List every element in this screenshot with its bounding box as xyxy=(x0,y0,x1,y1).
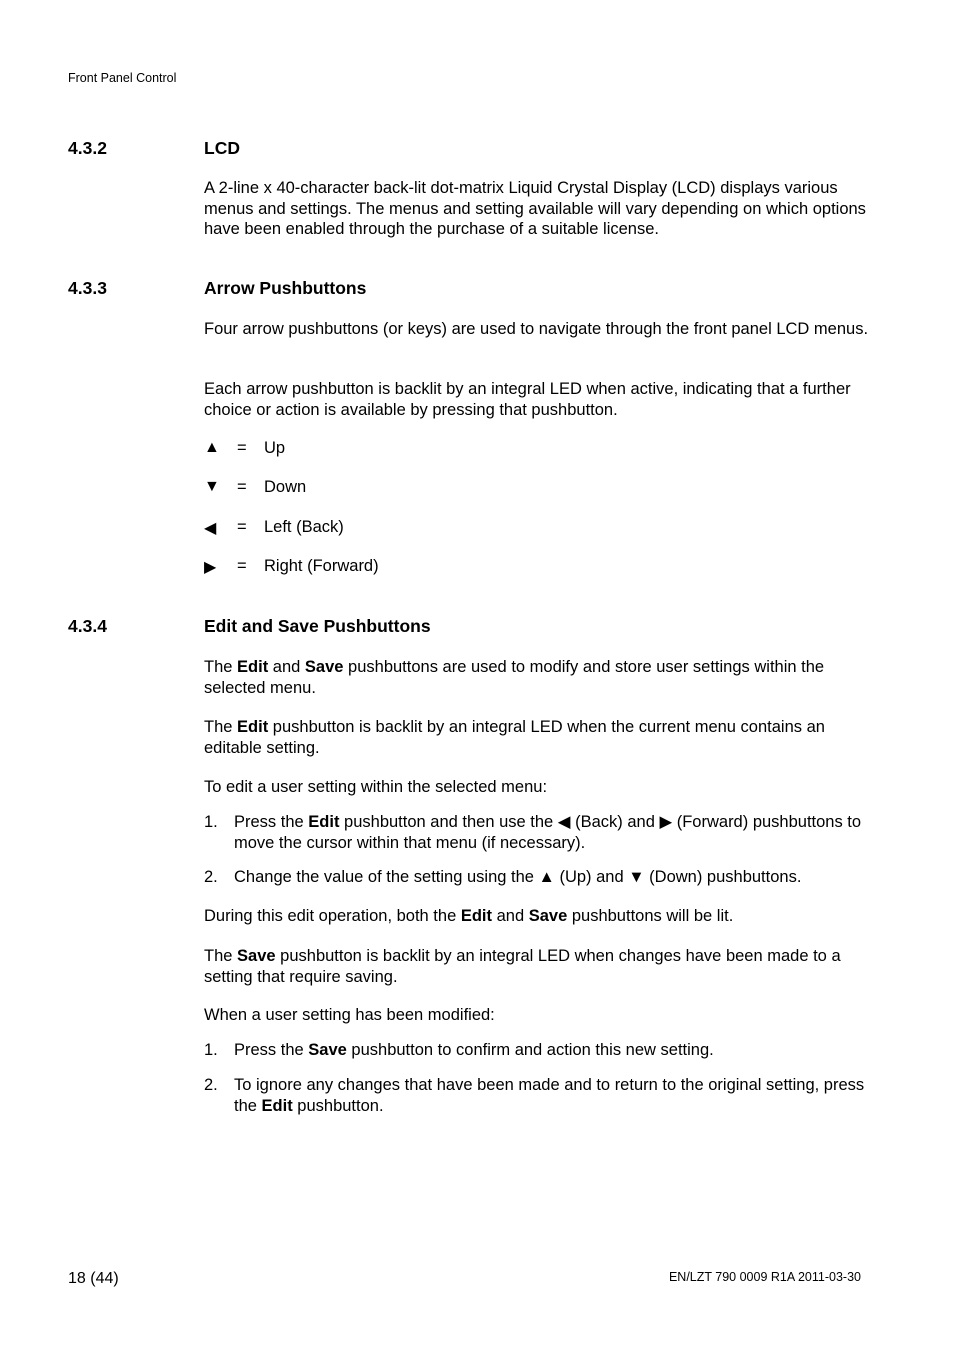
section-title-edit-save: Edit and Save Pushbuttons xyxy=(204,616,431,636)
arrow-label-up: Up xyxy=(264,439,286,457)
section-title-lcd: LCD xyxy=(204,138,240,158)
equals-sign: = xyxy=(237,439,247,457)
section-number-4-3-4: 4.3.4 xyxy=(68,616,107,636)
edit-save-paragraph-3: To edit a user setting within the selected menu: xyxy=(204,778,548,796)
left-arrow-icon: ◀ xyxy=(204,520,217,537)
edit-save-paragraph-6: When a user setting has been modified: xyxy=(204,1006,495,1024)
down-arrow-icon: ▼ xyxy=(204,478,220,495)
lcd-paragraph: A 2-line x 40-character back-lit dot-matrix Liquid Crystal Display (LCD) displays various menus and settings. The menus and setting available will vary depending on which options have been enabled through the purchase of a suitable license. xyxy=(204,179,866,238)
section-title-arrow-pushbuttons: Arrow Pushbuttons xyxy=(204,278,367,298)
edit-save-paragraph-2: The Edit pushbutton is backlit by an integral LED when the current menu contains an editable setting. xyxy=(204,718,825,757)
arrow-label-right: Right (Forward) xyxy=(264,557,379,575)
arrow-paragraph-2: Each arrow pushbutton is backlit by an integral LED when active, indicating that a further choice or action is available by pressing that pushbutton. xyxy=(204,380,851,419)
page-number: 18 (44) xyxy=(68,1270,119,1287)
edit-save-paragraph-5: The Save pushbutton is backlit by an integral LED when changes have been made to a setting that require saving. xyxy=(204,947,841,986)
up-arrow-icon: ▲ xyxy=(204,439,220,456)
arrow-label-left: Left (Back) xyxy=(264,518,344,536)
section-number-4-3-2: 4.3.2 xyxy=(68,138,107,158)
equals-sign: = xyxy=(237,518,247,536)
equals-sign: = xyxy=(237,478,247,496)
edit-save-paragraph-1: The Edit and Save pushbuttons are used to modify and store user settings within the selected menu. xyxy=(204,658,825,697)
edit-save-paragraph-4: During this edit operation, both the Edit and Save pushbuttons will be lit. xyxy=(204,907,734,925)
section-number-4-3-3: 4.3.3 xyxy=(68,278,107,298)
document-reference: EN/LZT 790 0009 R1A 2011-03-30 xyxy=(668,1270,861,1284)
right-arrow-icon: ▶ xyxy=(204,559,217,576)
arrow-label-down: Down xyxy=(264,478,307,496)
equals-sign: = xyxy=(237,557,247,575)
running-header: Front Panel Control xyxy=(68,71,177,85)
arrow-paragraph-1: Four arrow pushbuttons (or keys) are used to navigate through the front panel LCD menus. xyxy=(204,320,869,338)
